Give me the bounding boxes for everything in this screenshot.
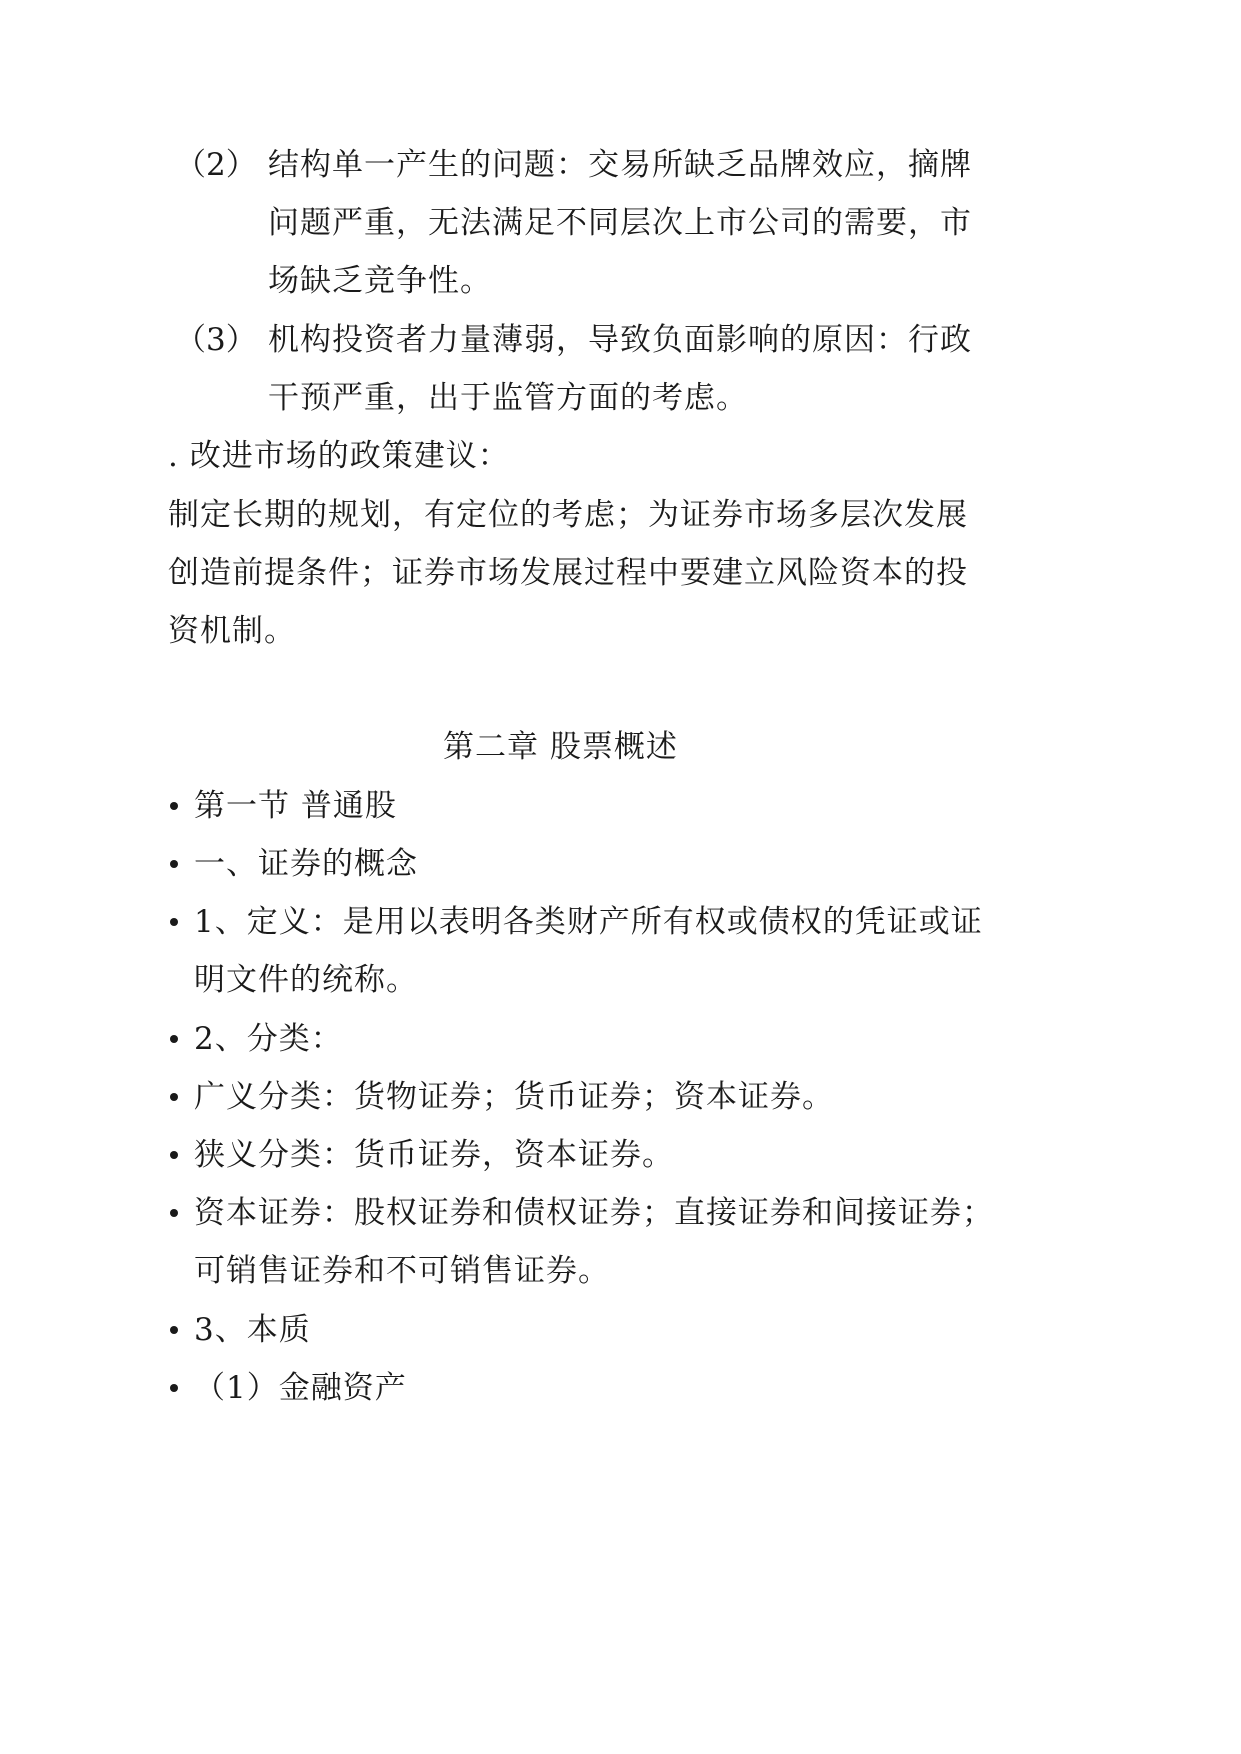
- bullet-dot: [170, 1151, 178, 1159]
- bullet-text-line: 3、本质: [194, 1312, 311, 1348]
- item-text-line: 干预严重，出于监管方面的考虑。: [268, 380, 748, 416]
- policy-text-line: 制定长期的规划，有定位的考虑；为证券市场多层次发展: [168, 497, 968, 533]
- bullet-text-line: （1）金融资产: [194, 1370, 407, 1406]
- bullet-dot: [170, 802, 178, 810]
- bullet-text-line: 第一节 普通股: [194, 788, 397, 824]
- bullet-text-line: 广义分类：货物证券；货币证券；资本证券。: [194, 1079, 834, 1115]
- bullet-text-line: 一、证券的概念: [194, 846, 418, 882]
- bullet-text-line: 狭义分类：货币证券，资本证券。: [194, 1137, 674, 1173]
- bullet-text-line: 可销售证券和不可销售证券。: [194, 1253, 610, 1289]
- bullet-dot: [170, 918, 178, 926]
- bullet-dot: [170, 860, 178, 868]
- item-number: （2）: [175, 147, 257, 183]
- bullet-dot: [170, 1209, 178, 1217]
- bullet-dot: [170, 1326, 178, 1334]
- bullet-text-line: 2、分类：: [194, 1021, 343, 1057]
- chapter-title: 第二章 股票概述: [443, 729, 678, 765]
- policy-text-line: 资机制。: [168, 613, 296, 649]
- bullet-text-line: 资本证券：股权证券和债权证券；直接证券和间接证券；: [194, 1195, 994, 1231]
- item-text-line: 机构投资者力量薄弱，导致负面影响的原因：行政: [268, 322, 972, 358]
- item-text-line: 问题严重，无法满足不同层次上市公司的需要，市: [268, 205, 972, 241]
- bullet-dot: [170, 1384, 178, 1392]
- bullet-dot: [170, 1093, 178, 1101]
- policy-text-line: 创造前提条件；证券市场发展过程中要建立风险资本的投: [168, 555, 968, 591]
- bullet-text-line: 1、定义：是用以表明各类财产所有权或债权的凭证或证: [194, 904, 983, 940]
- item-text-line: 场缺乏竞争性。: [268, 263, 492, 299]
- bullet-text-line: 明文件的统称。: [194, 962, 418, 998]
- policy-heading: . 改进市场的政策建议：: [168, 438, 510, 474]
- item-number: （3）: [175, 322, 257, 358]
- bullet-dot: [170, 1035, 178, 1043]
- item-text-line: 结构单一产生的问题：交易所缺乏品牌效应，摘牌: [268, 147, 972, 183]
